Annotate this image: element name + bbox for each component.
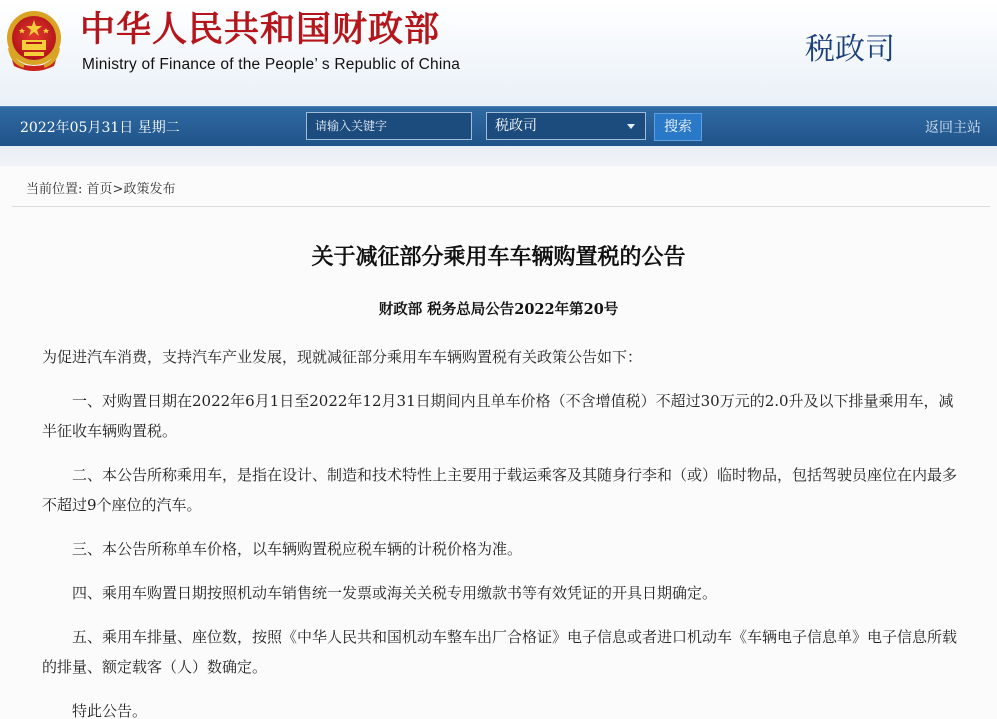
article-subtitle: 财政部 税务总局公告2022年第20号 (378, 301, 619, 318)
breadcrumb-separator: > (112, 182, 124, 197)
chevron-down-icon (627, 124, 635, 129)
article-paragraph: 三、本公告所称单车价格，以车辆购置税应税车辆的计税价格为准。 (72, 540, 523, 558)
article-paragraph: 四、乘用车购置日期按照机动车销售统一发票或海关关税专用缴款书等有效凭证的开具日期确定。 (72, 584, 718, 602)
content-area (0, 166, 997, 719)
department-title: 税政司 (805, 32, 895, 67)
nav-bar (0, 106, 997, 147)
department-select-value: 税政司 (495, 118, 537, 134)
ministry-name-cn: 中华人民共和国财政部 (80, 10, 441, 50)
national-emblem-icon (4, 8, 64, 74)
search-input[interactable] (306, 112, 472, 140)
ministry-name-en: Ministry of Finance of the People’ s Republic of China (82, 56, 461, 73)
article-paragraph: 特此公告。 (72, 702, 148, 719)
article-paragraph: 二、本公告所称乘用车，是指在设计、制造和技术特性上主要用于载运乘客及其随身行李和（或）临时物品，包括驾驶员座位在内最多不超过9个座位的汽车。 (42, 466, 958, 514)
article-title: 关于减征部分乘用车车辆购置税的公告 (311, 244, 686, 270)
breadcrumb-home-link[interactable]: 首页 (86, 182, 113, 197)
site-header (0, 0, 997, 106)
return-home-link[interactable]: 返回主站 (925, 120, 981, 136)
article-paragraph: 五、乘用车排量、座位数，按照《中华人民共和国机动车整车出厂合格证》电子信息或者进口机动车《车辆电子信息单》电子信息所载的排量、额定载客（人）数确定。 (42, 628, 958, 676)
breadcrumb (12, 174, 990, 207)
article-body (42, 342, 962, 719)
breadcrumb-prefix: 当前位置: (26, 182, 83, 197)
breadcrumb-current-link[interactable]: 政策发布 (123, 182, 176, 197)
current-date: 2022年05月31日 星期二 (20, 120, 180, 136)
article-paragraph: 一、对购置日期在2022年6月1日至2022年12月31日期间内且单车价格（不含增值税）不超过30万元的2.0升及以下排量乘用车，减半征收车辆购置税。 (42, 392, 954, 440)
article-paragraph: 为促进汽车消费，支持汽车产业发展，现就减征部分乘用车车辆购置税有关政策公告如下： (42, 348, 643, 366)
department-select[interactable] (486, 112, 646, 140)
search-button[interactable]: 搜索 (654, 113, 702, 141)
